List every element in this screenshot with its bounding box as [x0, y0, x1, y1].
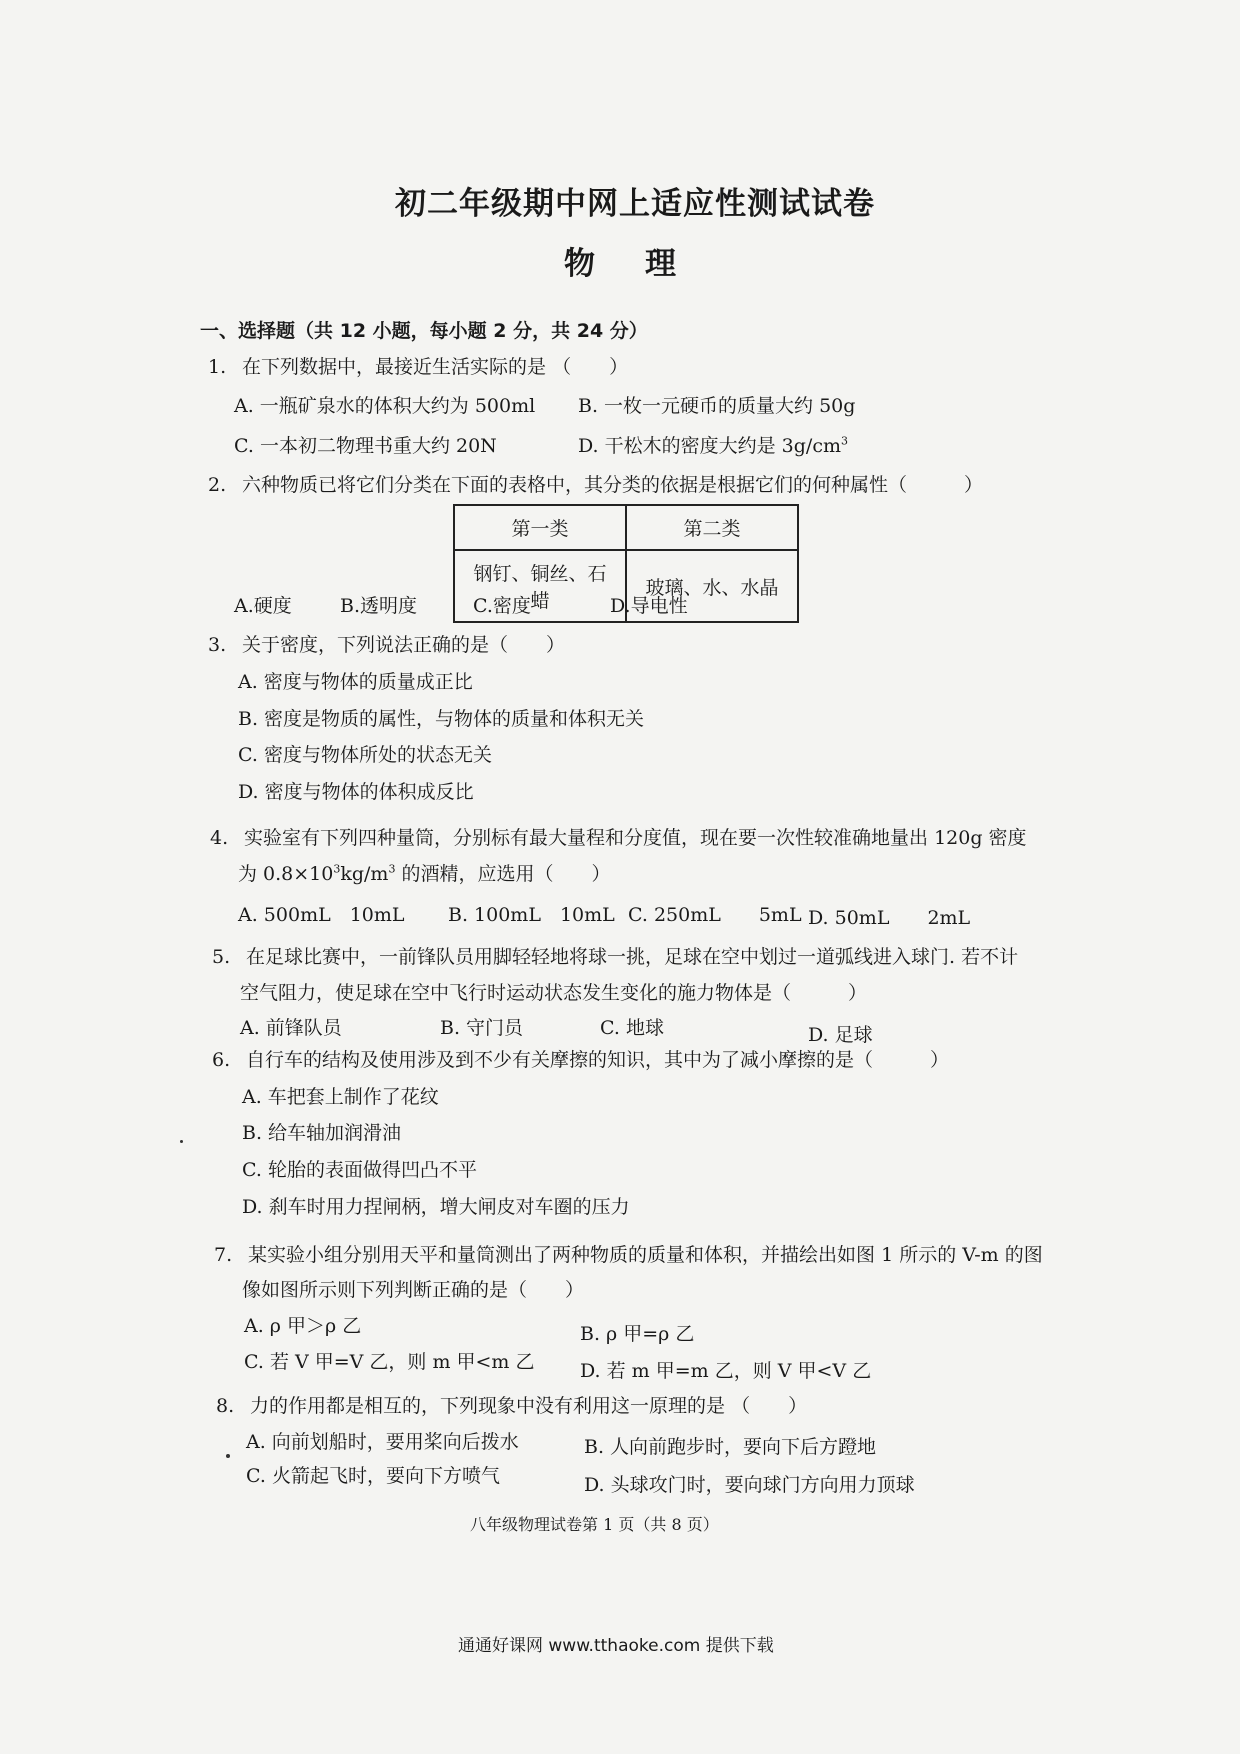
- q1-option-b: B. 一枚一元硬币的质量大约 50g: [578, 395, 856, 417]
- q7-option-c: C. 若 V 甲=V 乙，则 m 甲<m 乙: [244, 1351, 535, 1373]
- q8-option-b: B. 人向前跑步时，要向下后方蹬地: [584, 1436, 877, 1458]
- question-number: 8.: [216, 1395, 235, 1417]
- q2-option-b: B.透明度: [340, 595, 418, 617]
- question-6: [212, 1045, 949, 1072]
- question-stem: 六种物质已将它们分类在下面的表格中，其分类的依据是根据它们的何种属性（ ）: [242, 474, 984, 496]
- q5-option-d: D. 足球: [808, 1024, 873, 1046]
- q5-option-b: B. 守门员: [440, 1017, 524, 1039]
- q6-option-b: B. 给车轴加润滑油: [242, 1122, 402, 1144]
- q2-option-c: C.密度: [473, 595, 531, 617]
- q5-option-a: A. 前锋队员: [240, 1017, 342, 1039]
- download-notice: 通通好课网 www.tthaoke.com 提供下载: [458, 1636, 774, 1656]
- q3-option-d: D. 密度与物体的体积成反比: [238, 781, 474, 803]
- table-header-cell: 第二类: [626, 505, 798, 550]
- stem-text: 为 0.8×10: [238, 863, 334, 885]
- q1-option-d-text: D. 干松木的密度大约是 3g/cm: [578, 435, 841, 457]
- question-number: 4.: [210, 827, 229, 849]
- question-stem: 自行车的结构及使用涉及到不少有关摩擦的知识，其中为了减小摩擦的是（ ）: [246, 1049, 950, 1071]
- question-7: [214, 1240, 1043, 1267]
- question-stem: 关于密度，下列说法正确的是（ ）: [242, 634, 566, 656]
- question-number: 3.: [208, 634, 227, 656]
- table-cell: 钢钉、铜丝、石蜡: [454, 550, 626, 622]
- stem-text: kg/m: [340, 863, 389, 885]
- q7-option-b: B. ρ 甲=ρ 乙: [580, 1323, 695, 1345]
- question-5-line-2: 空气阻力，使足球在空中飞行时运动状态发生变化的施力物体是（ ）: [240, 982, 868, 1004]
- question-stem: 某实验小组分别用天平和量筒测出了两种物质的质量和体积，并描绘出如图 1 所示的 V-m 的图: [248, 1244, 1043, 1266]
- q4-option-b: B. 100mL 10mL: [448, 904, 615, 926]
- superscript: 3: [841, 434, 848, 448]
- q2-option-a: A.硬度: [234, 595, 292, 617]
- q4-option-a: A. 500mL 10mL: [238, 904, 405, 926]
- superscript: 3: [333, 862, 341, 876]
- question-8: [216, 1391, 807, 1418]
- table-header-cell: 第一类: [454, 505, 626, 550]
- q3-option-c: C. 密度与物体所处的状态无关: [238, 744, 492, 766]
- q8-option-d: D. 头球攻门时，要向球门方向用力顶球: [584, 1474, 915, 1496]
- table-cell: 玻璃、水、水晶: [626, 550, 798, 622]
- scan-speck: [180, 1140, 183, 1143]
- q8-option-a: A. 向前划船时，要用桨向后拨水: [246, 1431, 519, 1453]
- q2-option-d: D.导电性: [610, 595, 688, 617]
- section-heading: 一、选择题（共 12 小题，每小题 2 分，共 24 分）: [200, 320, 648, 342]
- q6-option-d: D. 刹车时用力捏闸柄，增大闸皮对车圈的压力: [242, 1196, 630, 1218]
- question-stem: 实验室有下列四种量筒，分别标有最大量程和分度值，现在要一次性较准确地量出 120g 密度: [244, 827, 1027, 849]
- exam-title: 初二年级期中网上适应性测试试卷: [395, 186, 875, 222]
- q7-option-d: D. 若 m 甲=m 乙，则 V 甲<V 乙: [580, 1360, 872, 1382]
- question-5: [212, 942, 1018, 969]
- q6-option-c: C. 轮胎的表面做得凹凸不平: [242, 1159, 477, 1181]
- q3-option-b: B. 密度是物质的属性，与物体的质量和体积无关: [238, 708, 645, 730]
- question-2: [208, 470, 983, 497]
- q5-option-c: C. 地球: [600, 1017, 664, 1039]
- question-3: [208, 630, 565, 657]
- question-stem: 在下列数据中，最接近生活实际的是 （ ）: [242, 356, 629, 378]
- question-4: [210, 823, 1027, 850]
- subject-title: 物理: [564, 246, 726, 282]
- question-stem: 在足球比赛中，一前锋队员用脚轻轻地将球一挑，足球在空中划过一道弧线进入球门. 若不计: [246, 946, 1019, 968]
- q1-option-a: A. 一瓶矿泉水的体积大约为 500ml: [234, 395, 536, 417]
- page-footer: 八年级物理试卷第 1 页（共 8 页）: [470, 1515, 719, 1534]
- q4-option-c: C. 250mL 5mL: [628, 904, 802, 926]
- q7-option-a: A. ρ 甲＞ρ 乙: [244, 1315, 362, 1337]
- question-number: 5.: [212, 946, 231, 968]
- scan-speck: [226, 1454, 230, 1458]
- q8-option-c: C. 火箭起飞时，要向下方喷气: [246, 1465, 500, 1487]
- q1-option-d: [578, 431, 848, 458]
- q1-option-c: C. 一本初二物理书重大约 20N: [234, 435, 497, 457]
- q3-option-a: A. 密度与物体的质量成正比: [238, 671, 473, 693]
- q4-option-d: D. 50mL 2mL: [808, 907, 971, 929]
- q6-option-a: A. 车把套上制作了花纹: [242, 1086, 439, 1108]
- question-4-line-2: [238, 859, 611, 886]
- question-number: 6.: [212, 1049, 231, 1071]
- question-number: 7.: [214, 1244, 233, 1266]
- question-number: 2.: [208, 474, 227, 496]
- question-1: [208, 352, 628, 379]
- table-header-row: [454, 505, 798, 550]
- question-7-line-2: 像如图所示则下列判断正确的是（ ）: [242, 1279, 585, 1301]
- superscript: 3: [388, 862, 396, 876]
- stem-text: 的酒精，应选用（ ）: [395, 863, 611, 885]
- question-stem: 力的作用都是相互的，下列现象中没有利用这一原理的是 （ ）: [250, 1395, 808, 1417]
- question-number: 1.: [208, 356, 227, 378]
